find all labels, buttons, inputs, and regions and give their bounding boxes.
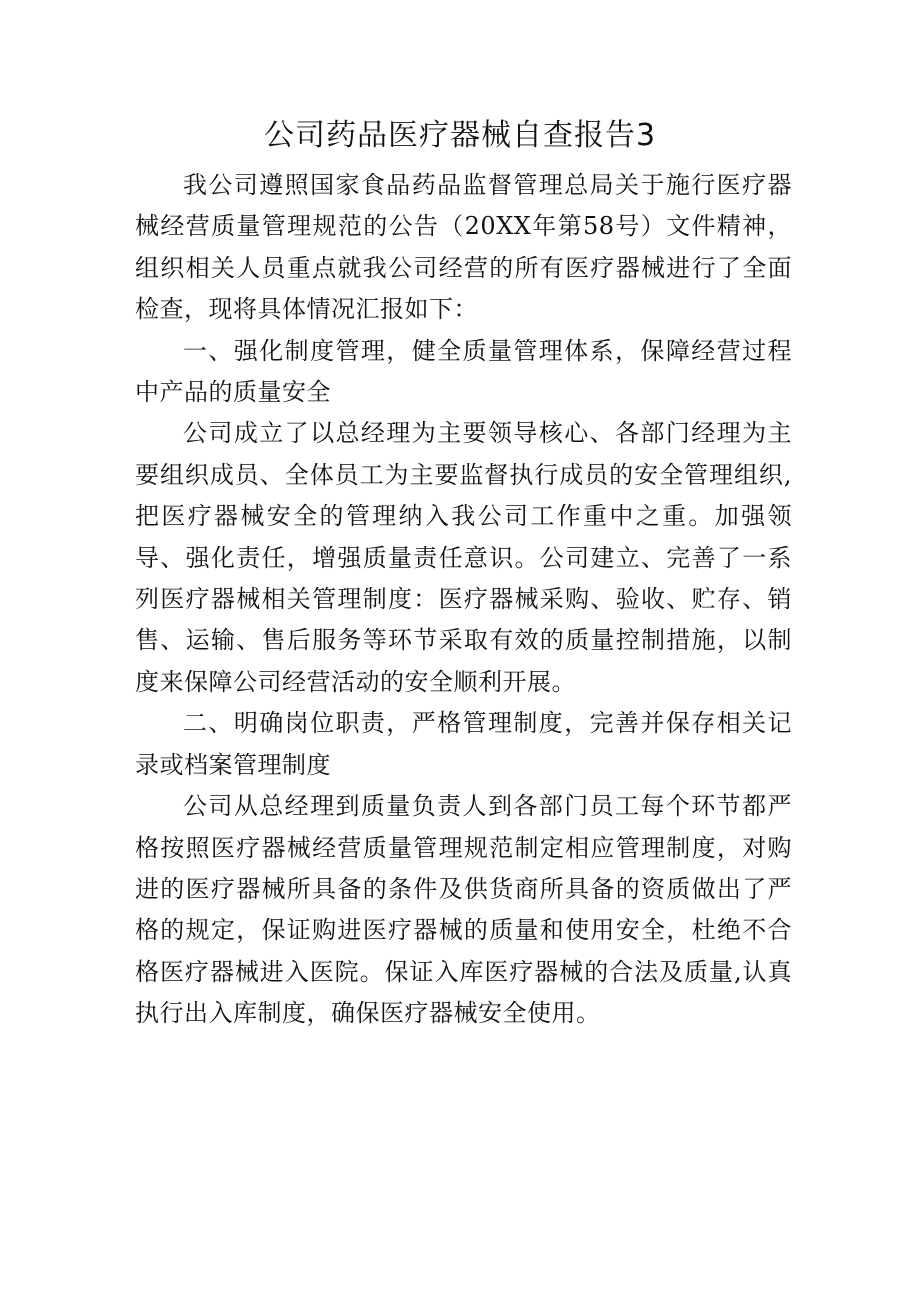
document-body [135,165,792,1035]
paragraph-section-2: 公司从总经理到质量负责人到各部门员工每个环节都严格按照医疗器械经营质量管理规范制定相应管理制度，对购进的医疗器械所具备的条件及供货商所具备的资质做出了严格的规定，保证购进医疗器械的质量和使用安全，杜绝不合格医疗器械进入医院。保证入库医疗器械的合法及质量,认真执行出入库制度，确保医疗器械安全使用。 [135,792,792,1028]
paragraph-intro: 我公司遵照国家食品药品监督管理总局关于施行医疗器械经营质量管理规范的公告（20XX年第58号）文件精神，组织相关人员重点就我公司经营的所有医疗器械进行了全面检查，现将具体情况汇报如下： [135,171,792,324]
document-title: 公司药品医疗器械自查报告3 [263,118,657,153]
section-heading-2: 二、明确岗位职责，严格管理制度，完善并保存相关记录或档案管理制度 [135,709,792,779]
section-heading-1: 一、强化制度管理，健全质量管理体系，保障经营过程中产品的质量安全 [135,336,792,407]
paragraph-section-1: 公司成立了以总经理为主要领导核心、各部门经理为主要组织成员、全体员工为主要监督执行成员的安全管理组织,把医疗器械安全的管理纳入我公司工作重中之重。加强领导、强化责任，增强质量责任意识。公司建立、完善了一系列医疗器械相关管理制度：医疗器械采购、验收、贮存、销售、运输、售后服务等环节采取有效的质量控制措施，以制度来保障公司经营活动的安全顺利开展。 [135,419,792,696]
